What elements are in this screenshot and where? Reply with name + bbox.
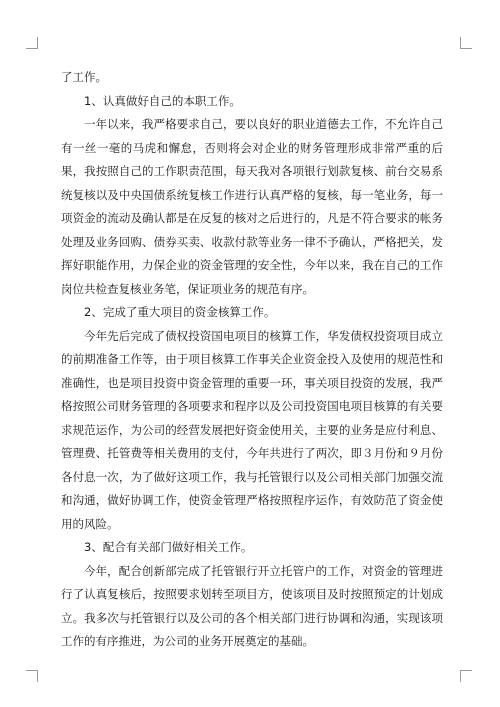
section-heading-2: 2、完成了重大项目的资金核算工作。: [84, 305, 276, 319]
corner-mark-top-left: [26, 37, 38, 49]
corner-mark-top-right: [460, 37, 472, 49]
paragraph-2: 今年先后完成了债权投资国电项目的核算工作，华发债权投资项目成立的前期准备工作等，由于项目核算工作事关企业资金投入及使用的规范性和准确性，也是项目投资中资金管理的重要一环，事关项目投资的发展，我严格按照公司财务管理的各项要求和程序以及公司投资国电项目核算的有关要求规范运作，为公司的经营发展把好资金使用关，主要的业务是应付利息、管理费、托管费等相关费用的支付，今年共进行了两次，即３月份和９月份各付息一次，为了做好这项工作，我与托管银行以及公司相关部门加强交流和沟通，做好协调工作，使资金管理严格按照程序运作，有效防范了资金使用的风险。: [61, 328, 443, 531]
paragraph-1: 一年以来，我严格要求自己，要以良好的职业道德去工作，不允许自己有一丝一毫的马虎和懈怠，否则将会对企业的财务管理形成非常严重的后果，我按照自己的工作职责范围，每天我对各项银行划款复核、前台交易系统复核以及中央国债系统复核工作进行认真严格的复核，每一笔业务，每一项资金的流动及确认都是在反复的核对之后进行的，凡是不符合要求的帐务处理及业务回购、债券买卖、收款付款等业务一律不予确认，严格把关，发挥好职能作用，力保企业的资金管理的安全性，今年以来，我在自己的工作岗位共检查复核业务笔，保证项业务的规范有序。: [61, 117, 443, 296]
corner-mark-bottom-right: [460, 670, 472, 682]
section-heading-3: 3、配合有关部门做好相关工作。: [84, 540, 253, 554]
corner-mark-bottom-left: [26, 670, 38, 682]
document-body: [61, 66, 443, 654]
paragraph-3: 今年，配合创新部完成了托管银行开立托管户的工作，对资金的管理进行了认真复核后，按照要求划转至项目方，使该项目及时按照预定的计划成立。我多次与托管银行以及公司的各个相关部门进行协调和沟通，实现该项工作的有序推进，为公司的业务开展奠定的基础。: [61, 563, 443, 648]
paragraph-continuation: 了工作。: [61, 70, 107, 84]
section-heading-1: 1、认真做好自己的本职工作。: [84, 93, 241, 108]
